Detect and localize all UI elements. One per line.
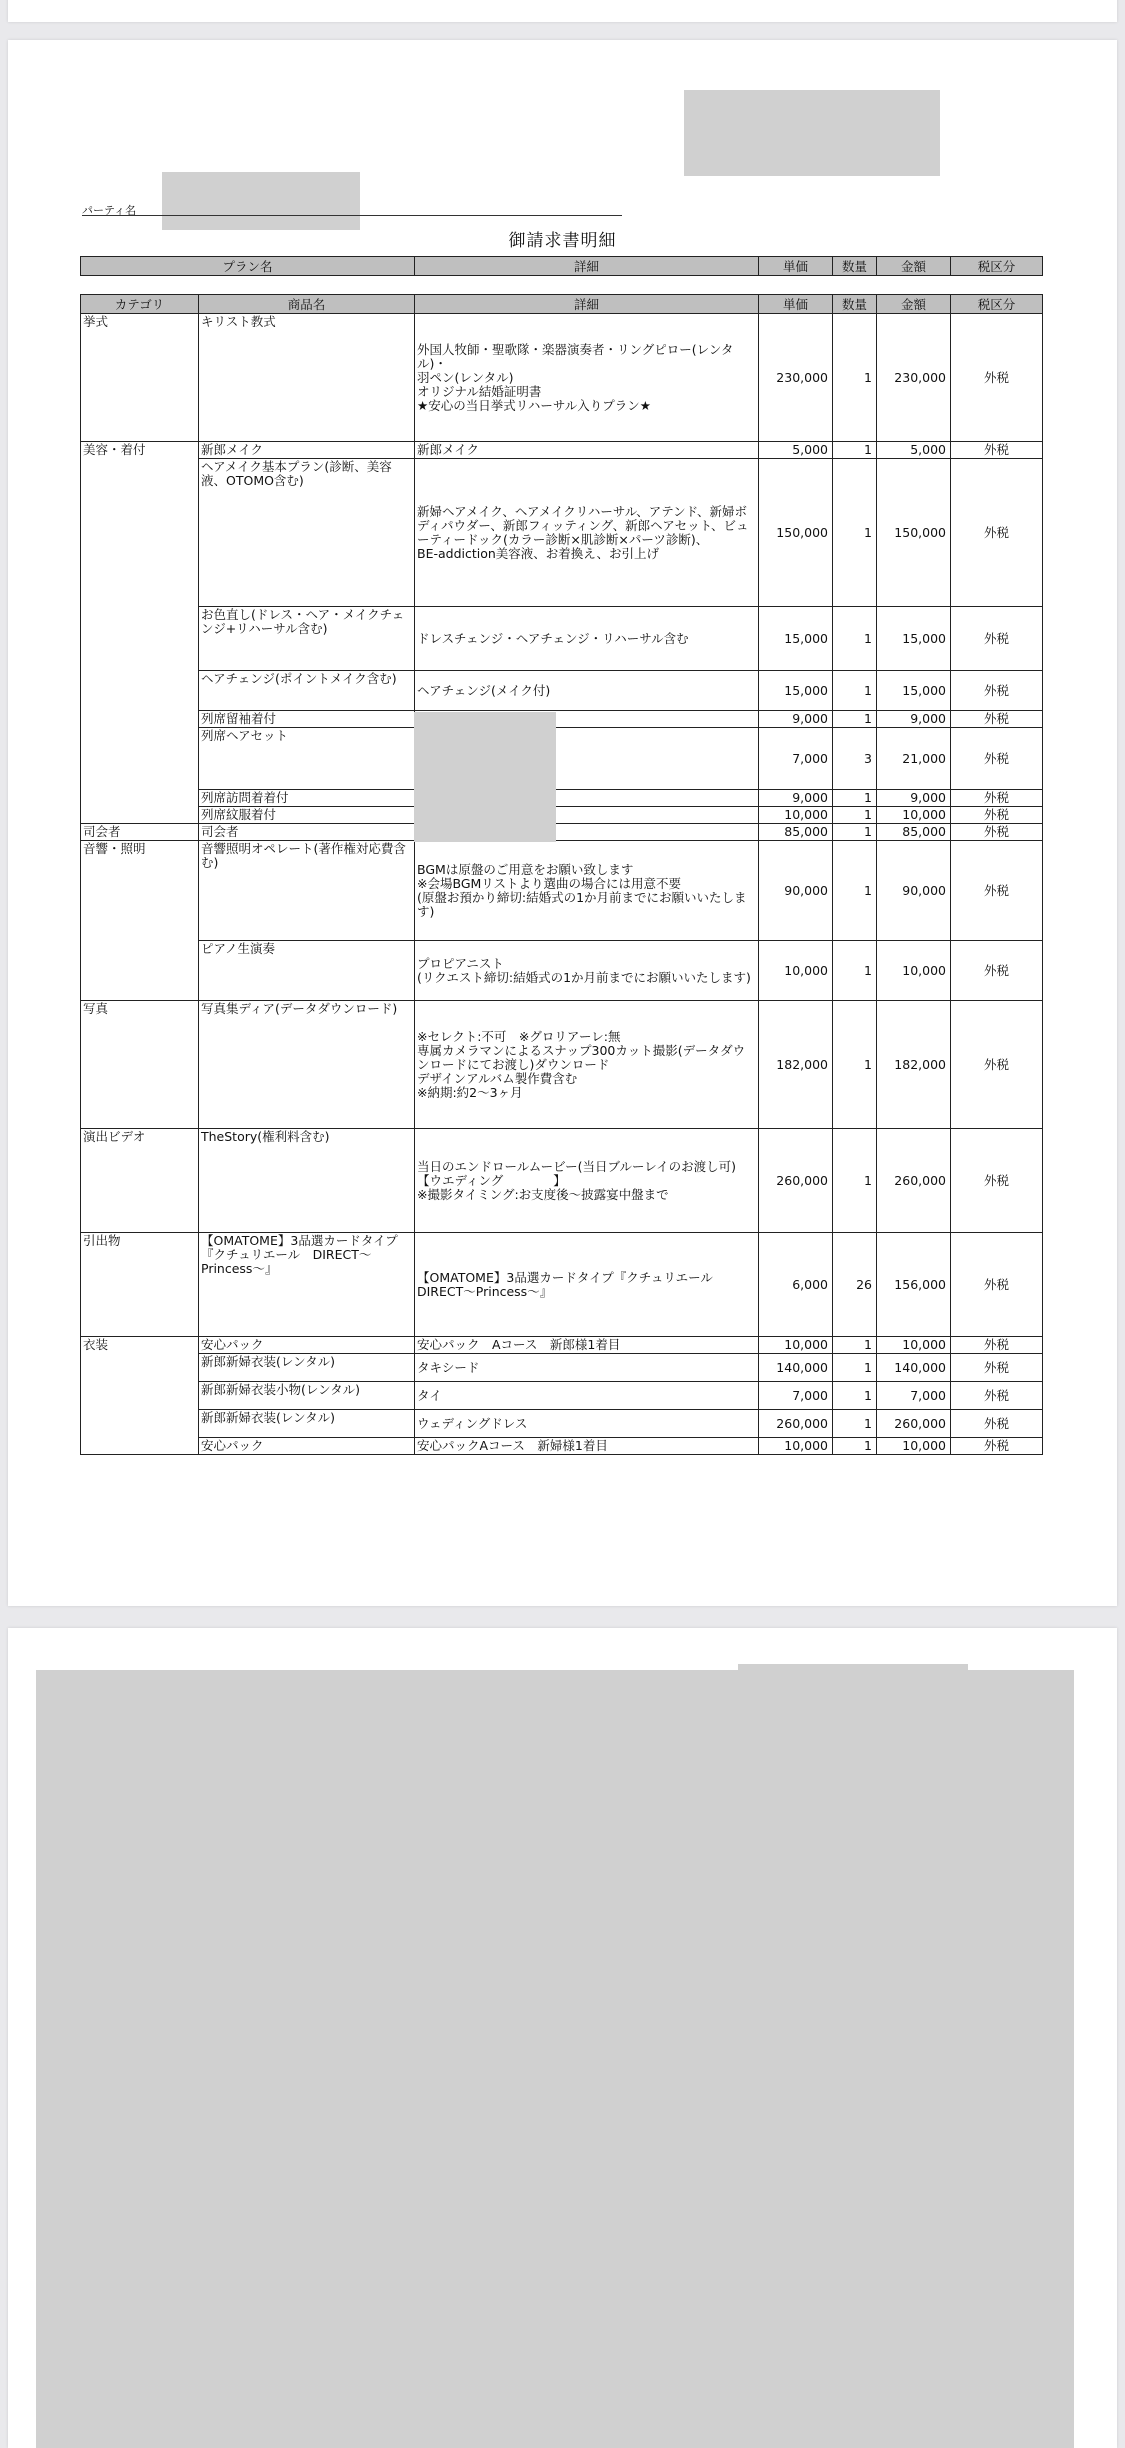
product-cell: ピアノ生演奏	[199, 941, 415, 1001]
detail-cell: ※セレクト:不可 ※グロリアーレ:無 専属カメラマンによるスナップ300カット撮影(データダウンロードにてお渡し)ダウンロード デザインアルバム製作費含む ※納期:約2～3ヶ月	[415, 1001, 759, 1129]
product-cell: お色直し(ドレス・ヘア・メイクチェンジ+リハーサル含む)	[199, 607, 415, 671]
amount-cell: 21,000	[877, 728, 951, 790]
quantity-cell: 1	[833, 671, 877, 711]
amount-cell: 230,000	[877, 314, 951, 442]
product-cell: 列席留袖着付	[199, 711, 415, 728]
quantity-cell: 1	[833, 824, 877, 841]
tax-cell: 外税	[951, 841, 1043, 941]
product-cell: 列席ヘアセット	[199, 728, 415, 790]
tax-cell: 外税	[951, 671, 1043, 711]
unit-price-header: 単価	[759, 295, 833, 314]
table-row	[81, 711, 1043, 728]
table-row	[81, 1410, 1043, 1438]
amount-cell: 10,000	[877, 807, 951, 824]
plan-name-header: プラン名	[81, 257, 415, 276]
plan-tax-header: 税区分	[951, 257, 1043, 276]
table-row	[81, 1337, 1043, 1354]
quantity-cell: 1	[833, 1129, 877, 1233]
category-cell: 美容・着付	[81, 442, 199, 824]
unit-price-cell: 85,000	[759, 824, 833, 841]
table-row	[81, 807, 1043, 824]
category-cell: 引出物	[81, 1233, 199, 1337]
page-title: 御請求書明細	[508, 231, 617, 251]
category-cell: 写真	[81, 1001, 199, 1129]
amount-cell: 9,000	[877, 711, 951, 728]
product-cell: 新郎メイク	[199, 442, 415, 459]
product-cell: 【OMATOME】3品選カードタイプ『クチュリエール DIRECT～Princess～』	[199, 1233, 415, 1337]
category-header: カテゴリ	[81, 295, 199, 314]
unit-price-cell: 7,000	[759, 728, 833, 790]
unit-price-cell: 260,000	[759, 1129, 833, 1233]
tax-cell: 外税	[951, 824, 1043, 841]
table-row	[81, 607, 1043, 671]
quantity-header: 数量	[833, 295, 877, 314]
tax-cell: 外税	[951, 442, 1043, 459]
product-cell: 新郎新婦衣装小物(レンタル)	[199, 1382, 415, 1410]
amount-cell: 15,000	[877, 607, 951, 671]
unit-price-cell: 90,000	[759, 841, 833, 941]
plan-detail-header: 詳細	[415, 257, 759, 276]
tax-cell: 外税	[951, 1001, 1043, 1129]
party-name-underline	[82, 215, 622, 216]
detail-cell: BGMは原盤のご用意をお願い致します ※会場BGMリストより選曲の場合には用意不要 (原盤お預かり締切:結婚式の1か月前までにお願いいたします)	[415, 841, 759, 941]
category-cell: 司会者	[81, 824, 199, 841]
amount-cell: 7,000	[877, 1382, 951, 1410]
invoice-page[interactable]	[8, 40, 1117, 1606]
tax-cell: 外税	[951, 459, 1043, 607]
unit-price-cell: 9,000	[759, 790, 833, 807]
quantity-cell: 1	[833, 442, 877, 459]
amount-cell: 156,000	[877, 1233, 951, 1337]
redacted-block	[684, 90, 940, 176]
category-cell: 演出ビデオ	[81, 1129, 199, 1233]
quantity-cell: 1	[833, 941, 877, 1001]
amount-cell: 10,000	[877, 1337, 951, 1354]
amount-cell: 10,000	[877, 941, 951, 1001]
tax-cell: 外税	[951, 941, 1043, 1001]
amount-cell: 15,000	[877, 671, 951, 711]
amount-header: 金額	[877, 295, 951, 314]
product-cell: ヘアメイク基本プラン(診断、美容液、OTOMO含む)	[199, 459, 415, 607]
detail-cell: タキシード	[415, 1354, 759, 1382]
quantity-cell: 1	[833, 790, 877, 807]
detail-cell: 安心パック Aコース 新郎様1着目	[415, 1337, 759, 1354]
quantity-cell: 1	[833, 807, 877, 824]
table-row	[81, 459, 1043, 607]
unit-price-cell: 15,000	[759, 671, 833, 711]
unit-price-cell: 10,000	[759, 807, 833, 824]
table-row	[81, 790, 1043, 807]
unit-price-cell: 6,000	[759, 1233, 833, 1337]
plan-header-table	[80, 256, 1043, 276]
product-cell: キリスト教式	[199, 314, 415, 442]
product-cell: 写真集ディア(データダウンロード)	[199, 1001, 415, 1129]
table-row	[81, 1001, 1043, 1129]
tax-cell: 外税	[951, 1129, 1043, 1233]
table-row	[81, 841, 1043, 941]
tax-cell: 外税	[951, 1337, 1043, 1354]
product-cell: 新郎新婦衣装(レンタル)	[199, 1410, 415, 1438]
quantity-cell: 1	[833, 314, 877, 442]
detail-cell: ウェディングドレス	[415, 1410, 759, 1438]
quantity-cell: 1	[833, 1410, 877, 1438]
tax-header: 税区分	[951, 295, 1043, 314]
tax-cell: 外税	[951, 728, 1043, 790]
unit-price-cell: 9,000	[759, 711, 833, 728]
unit-price-cell: 10,000	[759, 941, 833, 1001]
product-cell: 列席訪問着着付	[199, 790, 415, 807]
redacted-details	[414, 712, 556, 842]
table-row	[81, 728, 1043, 790]
quantity-cell: 1	[833, 1382, 877, 1410]
quantity-cell: 26	[833, 1233, 877, 1337]
table-row	[81, 1382, 1043, 1410]
tax-cell: 外税	[951, 607, 1043, 671]
product-cell: ヘアチェンジ(ポイントメイク含む)	[199, 671, 415, 711]
plan-amount-header: 金額	[877, 257, 951, 276]
quantity-cell: 1	[833, 607, 877, 671]
tax-cell: 外税	[951, 1382, 1043, 1410]
amount-cell: 260,000	[877, 1129, 951, 1233]
redacted-party-name	[162, 172, 360, 230]
detail-cell: 安心パックAコース 新婦様1着目	[415, 1438, 759, 1455]
product-cell: 安心パック	[199, 1337, 415, 1354]
amount-cell: 90,000	[877, 841, 951, 941]
unit-price-cell: 5,000	[759, 442, 833, 459]
detail-cell: 当日のエンドロールムービー(当日ブルーレイのお渡し可) 【ウエディング 】 ※撮影タイミング:お支度後～披露宴中盤まで	[415, 1129, 759, 1233]
amount-cell: 260,000	[877, 1410, 951, 1438]
tax-cell: 外税	[951, 314, 1043, 442]
table-row	[81, 941, 1043, 1001]
quantity-cell: 1	[833, 459, 877, 607]
amount-cell: 150,000	[877, 459, 951, 607]
detail-cell: ドレスチェンジ・ヘアチェンジ・リハーサル含む	[415, 607, 759, 671]
detail-cell: ヘアチェンジ(メイク付)	[415, 671, 759, 711]
table-row	[81, 442, 1043, 459]
tax-cell: 外税	[951, 1438, 1043, 1455]
product-cell: 安心パック	[199, 1438, 415, 1455]
table-row	[81, 824, 1043, 841]
detail-cell: プロピアニスト (リクエスト締切:結婚式の1か月前までにお願いいたします)	[415, 941, 759, 1001]
redacted-page-content	[36, 1670, 1074, 2448]
amount-cell: 85,000	[877, 824, 951, 841]
unit-price-cell: 10,000	[759, 1337, 833, 1354]
unit-price-cell: 182,000	[759, 1001, 833, 1129]
unit-price-cell: 140,000	[759, 1354, 833, 1382]
amount-cell: 5,000	[877, 442, 951, 459]
quantity-cell: 3	[833, 728, 877, 790]
tax-cell: 外税	[951, 1354, 1043, 1382]
unit-price-cell: 260,000	[759, 1410, 833, 1438]
amount-cell: 182,000	[877, 1001, 951, 1129]
detail-cell: 新郎メイク	[415, 442, 759, 459]
product-cell: TheStory(権利料含む)	[199, 1129, 415, 1233]
product-header: 商品名	[199, 295, 415, 314]
detail-cell: 新婦ヘアメイク、ヘアメイクリハーサル、アテンド、新婦ボディパウダー、新郎フィッティング、新郎ヘアセット、ビューティードック(カラー診断×肌診断×パーツ診断)、 BE-addiction美容液、お着換え、お引上げ	[415, 459, 759, 607]
table-row	[81, 1233, 1043, 1337]
party-name-label: パーティ名	[82, 204, 137, 217]
product-cell: 音響照明オペレート(著作権対応費含む)	[199, 841, 415, 941]
quantity-cell: 1	[833, 1001, 877, 1129]
table-row	[81, 1129, 1043, 1233]
unit-price-cell: 10,000	[759, 1438, 833, 1455]
detail-header: 詳細	[415, 295, 759, 314]
amount-cell: 140,000	[877, 1354, 951, 1382]
tax-cell: 外税	[951, 1410, 1043, 1438]
plan-qty-header: 数量	[833, 257, 877, 276]
product-cell: 新郎新婦衣装(レンタル)	[199, 1354, 415, 1382]
quantity-cell: 1	[833, 1438, 877, 1455]
tax-cell: 外税	[951, 1233, 1043, 1337]
quantity-cell: 1	[833, 1337, 877, 1354]
product-cell: 司会者	[199, 824, 415, 841]
previous-page	[8, 0, 1117, 22]
second-page	[8, 1628, 1117, 2448]
table-row	[81, 671, 1043, 711]
tax-cell: 外税	[951, 807, 1043, 824]
plan-unit-header: 単価	[759, 257, 833, 276]
tax-cell: 外税	[951, 790, 1043, 807]
tax-cell: 外税	[951, 711, 1043, 728]
category-cell: 衣装	[81, 1337, 199, 1455]
detail-cell: タイ	[415, 1382, 759, 1410]
quantity-cell: 1	[833, 841, 877, 941]
table-row	[81, 314, 1043, 442]
unit-price-cell: 15,000	[759, 607, 833, 671]
unit-price-cell: 230,000	[759, 314, 833, 442]
redacted-header-strip	[738, 1664, 968, 1674]
quantity-cell: 1	[833, 711, 877, 728]
table-row	[81, 1438, 1043, 1455]
unit-price-cell: 7,000	[759, 1382, 833, 1410]
category-cell: 音響・照明	[81, 841, 199, 1001]
quantity-cell: 1	[833, 1354, 877, 1382]
unit-price-cell: 150,000	[759, 459, 833, 607]
table-row	[81, 1354, 1043, 1382]
product-cell: 列席紋服着付	[199, 807, 415, 824]
category-cell: 挙式	[81, 314, 199, 442]
amount-cell: 10,000	[877, 1438, 951, 1455]
invoice-items-table	[80, 294, 1043, 1455]
detail-cell: 外国人牧師・聖歌隊・楽器演奏者・リングピロー(レンタル)・ 羽ペン(レンタル) オリジナル結婚証明書 ★安心の当日挙式リハーサル入りプラン★	[415, 314, 759, 442]
amount-cell: 9,000	[877, 790, 951, 807]
detail-cell: 【OMATOME】3品選カードタイプ『クチュリエールDIRECT～Princess～』	[415, 1233, 759, 1337]
